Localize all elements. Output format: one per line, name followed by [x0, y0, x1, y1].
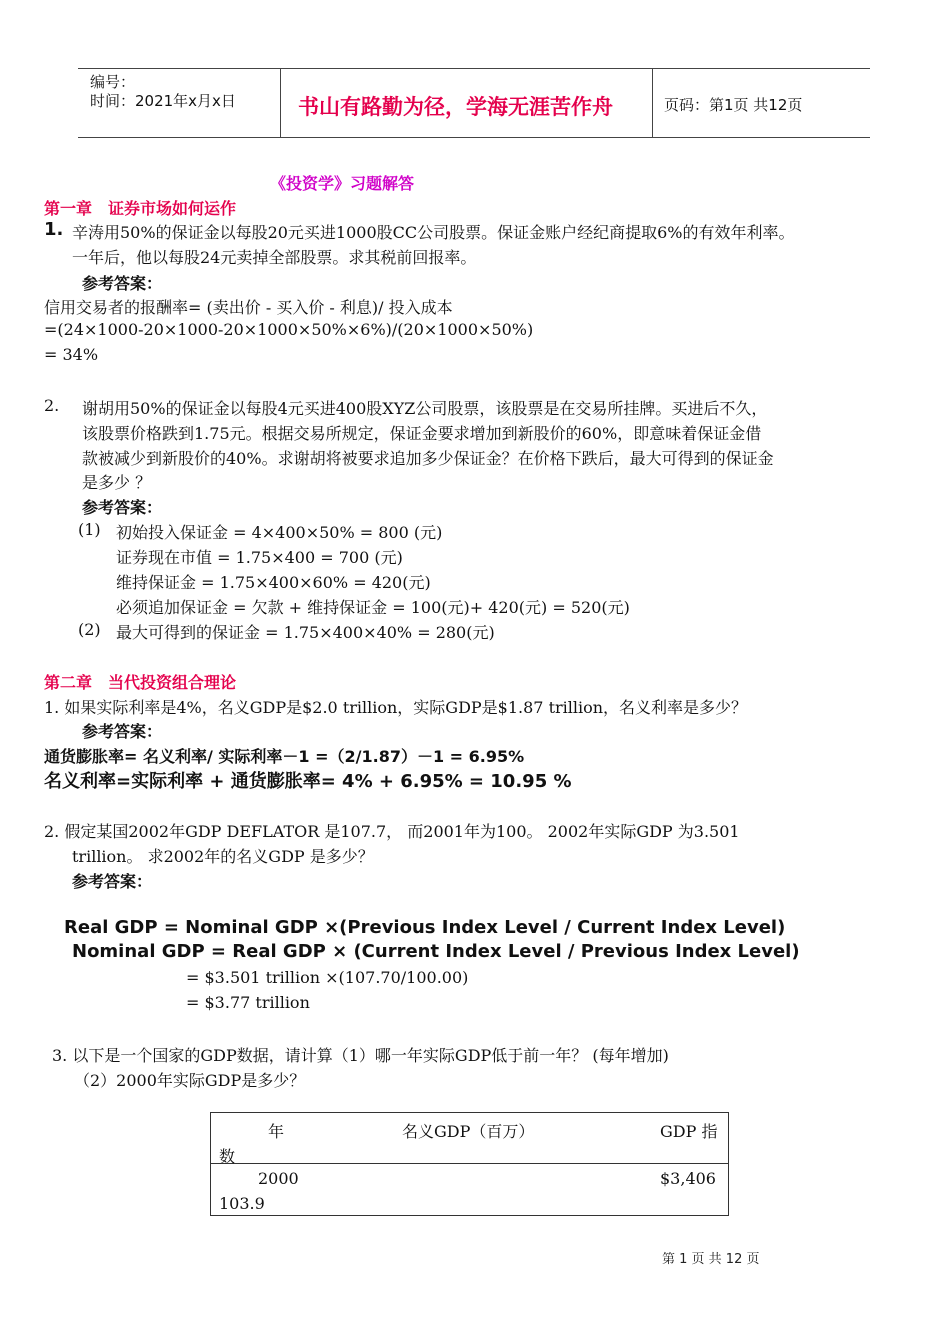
- header-divider: [652, 69, 653, 137]
- table-header-index-wrap: 数: [219, 1147, 236, 1166]
- question-text: 3. 以下是一个国家的GDP数据，请计算（1）哪一年实际GDP低于前一年？ (每年增加): [52, 1046, 669, 1065]
- answer-text: 维持保证金 = 1.75×400×60% = 420(元): [116, 573, 431, 592]
- answer-item-number: (1): [78, 520, 101, 539]
- table-cell-year: 2000: [258, 1169, 299, 1188]
- table-header-nominal: 名义GDP（百万）: [402, 1122, 535, 1141]
- chapter-2-title: 第二章 当代投资组合理论: [44, 673, 237, 692]
- header-divider: [280, 69, 281, 137]
- question-text: （2）2000年实际GDP是多少？: [74, 1071, 306, 1090]
- answer-text: 初始投入保证金 = 4×400×50% = 800 (元): [116, 523, 443, 542]
- answer-text: 通货膨胀率= 名义利率/ 实际利率－1 =（2/1.87）－1 = 6.95%: [44, 747, 525, 766]
- page-footer: 第 1 页 共 12 页: [662, 1252, 760, 1267]
- answer-text: 信用交易者的报酬率= (卖出价 - 买入价 - 利息)/ 投入成本: [44, 298, 453, 317]
- answer-text: =(24×1000-20×1000-20×1000×50%×6%)/(20×1000×50%): [44, 320, 534, 339]
- formula-line: = $3.77 trillion: [186, 993, 310, 1012]
- answer-label: 参考答案：: [72, 872, 153, 891]
- answer-text: 证券现在市值 = 1.75×400 = 700 (元): [116, 548, 403, 567]
- header-number-label: 编号：: [90, 73, 136, 91]
- question-number: 1.: [44, 219, 64, 240]
- document-title: 《投资学》习题解答: [270, 174, 415, 193]
- question-text: 辛涛用50%的保证金以每股20元买进1000股CC公司股票。保证金账户经纪商提取6%的有效年利率。: [72, 223, 795, 242]
- question-text: trillion。 求2002年的名义GDP 是多少？: [72, 847, 374, 866]
- answer-text: 最大可得到的保证金 = 1.75×400×40% = 280(元): [116, 623, 495, 642]
- header-motto: 书山有路勤为径，学海无涯苦作舟: [298, 94, 613, 119]
- formula-line: Real GDP = Nominal GDP ×(Previous Index Level / Current Index Level): [64, 917, 786, 938]
- table-header-index: GDP 指: [660, 1122, 718, 1141]
- question-text: 是多少 ？: [82, 473, 152, 492]
- table-row-divider: [211, 1163, 728, 1164]
- table-header-year: 年: [268, 1122, 285, 1141]
- table-cell-index: 103.9: [219, 1194, 265, 1213]
- question-text: 款被减少到新股价的40%。求谢胡将被要求追加多少保证金？在价格下跌后，最大可得到的保证金: [82, 449, 774, 468]
- answer-text: = 34%: [44, 345, 99, 364]
- formula-line: = $3.501 trillion ×(107.70/100.00): [186, 968, 469, 987]
- question-text: 2. 假定某国2002年GDP DEFLATOR 是107.7， 而2001年为100。 2002年实际GDP 为3.501: [44, 822, 740, 841]
- answer-text: 名义利率=实际利率 + 通货膨胀率= 4% + 6.95% = 10.95 %: [44, 771, 572, 792]
- chapter-1-title: 第一章 证券市场如何运作: [44, 199, 237, 218]
- question-text: 一年后，他以每股24元卖掉全部股票。求其税前回报率。: [72, 248, 477, 267]
- formula-line: Nominal GDP = Real GDP × (Current Index Level / Previous Index Level): [72, 941, 800, 962]
- table-cell-nominal: $3,406: [660, 1169, 716, 1188]
- question-text: 谢胡用50%的保证金以每股4元买进400股XYZ公司股票，该股票是在交易所挂牌。买进后不久，: [82, 399, 768, 418]
- question-text: 1. 如果实际利率是4%，名义GDP是$2.0 trillion，实际GDP是$1.87 trillion，名义利率是多少？: [44, 698, 748, 717]
- answer-item-number: (2): [78, 620, 101, 639]
- answer-label: 参考答案：: [82, 722, 163, 741]
- answer-label: 参考答案：: [82, 498, 163, 517]
- answer-label: 参考答案：: [82, 274, 163, 293]
- answer-text: 必须追加保证金 = 欠款 + 维持保证金 = 100(元)+ 420(元) = 520(元): [116, 598, 630, 617]
- header-page-info: 页码：第1页 共12页: [664, 96, 803, 114]
- question-text: 该股票价格跌到1.75元。根据交易所规定，保证金要求增加到新股价的60%，即意味着保证金借: [82, 424, 762, 443]
- header-time-label: 时间：2021年x月x日: [90, 92, 236, 110]
- question-number: 2.: [44, 396, 60, 415]
